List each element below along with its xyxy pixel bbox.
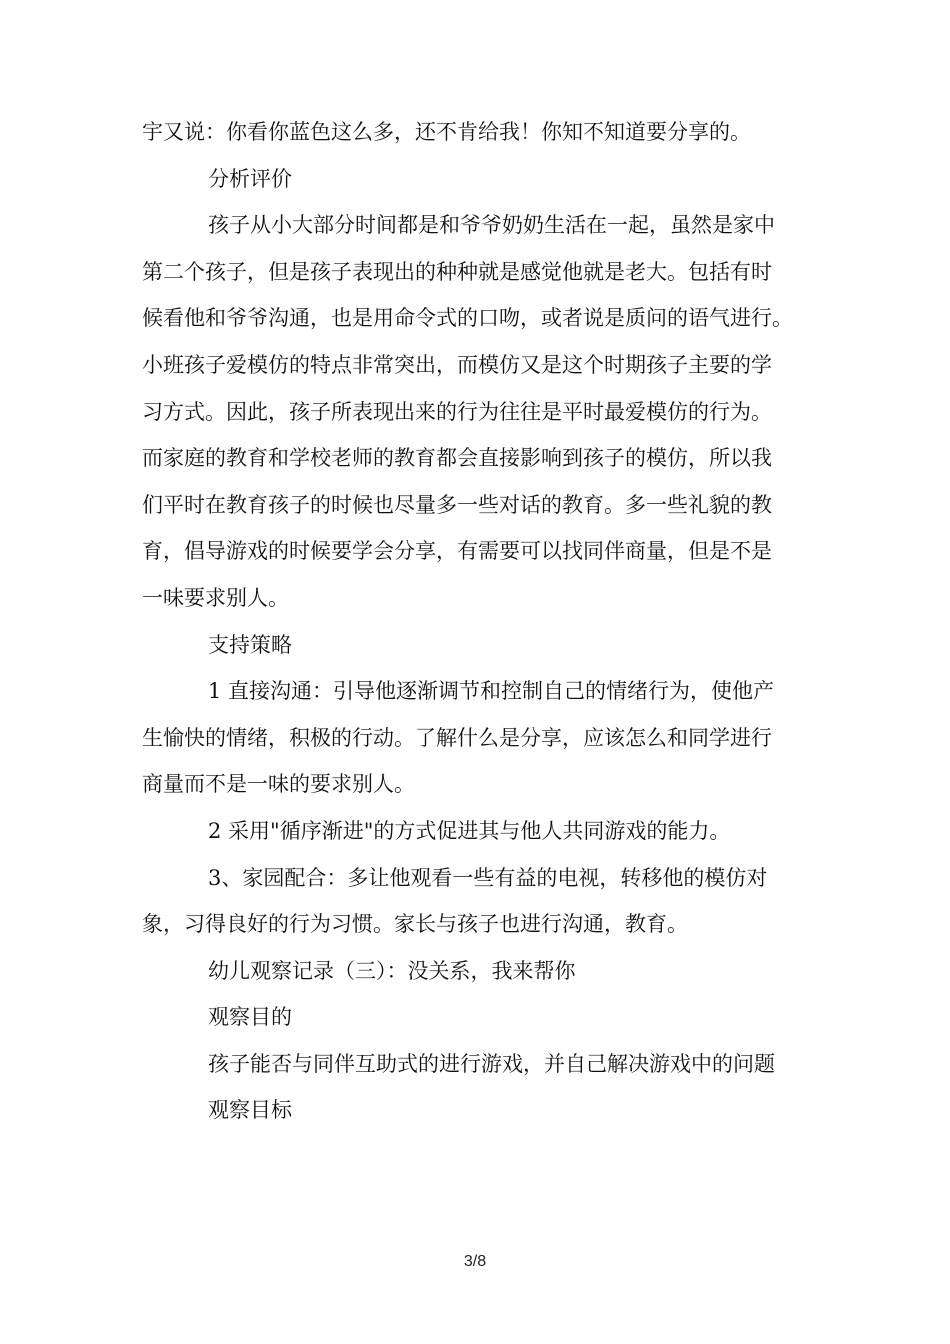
paragraph-line: 育，倡导游戏的时候要学会分享，有需要可以找同伴商量，但是不是 bbox=[142, 539, 772, 564]
section-heading-purpose: 观察目的 bbox=[208, 1005, 292, 1030]
paragraph-line: 3、家园配合：多让他观看一些有益的电视，转移他的模仿对 bbox=[208, 865, 768, 890]
section-heading-support: 支持策略 bbox=[208, 632, 292, 657]
paragraph-line: 一味要求别人。 bbox=[142, 585, 289, 610]
paragraph-line: 孩子从小大部分时间都是和爷爷奶奶生活在一起，虽然是家中 bbox=[208, 213, 775, 238]
paragraph-line: 1 直接沟通：引导他逐渐调节和控制自己的情绪行为，使他产 bbox=[208, 679, 775, 704]
section-heading-goal: 观察目标 bbox=[208, 1098, 292, 1123]
page-number: 3/8 bbox=[463, 1253, 487, 1270]
paragraph-line: 2 采用"循序渐进"的方式促进其与他人共同游戏的能力。 bbox=[208, 818, 731, 843]
paragraph-line: 们平时在教育孩子的时候也尽量多一些对话的教育。多一些礼貌的教 bbox=[142, 492, 772, 517]
paragraph-line: 商量而不是一味的要求别人。 bbox=[142, 772, 415, 797]
paragraph-line: 习方式。因此，孩子所表现出来的行为往往是平时最爱模仿的行为。 bbox=[142, 399, 772, 424]
paragraph-line: 生愉快的情绪，积极的行动。了解什么是分享，应该怎么和同学进行 bbox=[142, 725, 772, 750]
document-body bbox=[142, 120, 842, 1145]
paragraph-line: 小班孩子爱模仿的特点非常突出，而模仿又是这个时期孩子主要的学 bbox=[142, 352, 772, 377]
section-heading-record-three: 幼儿观察记录（三）：没关系，我来帮你 bbox=[208, 958, 576, 983]
paragraph-line: 第二个孩子，但是孩子表现出的种种就是感觉他就是老大。包括有时 bbox=[142, 259, 772, 284]
paragraph-line: 象，习得良好的行为习惯。家长与孩子也进行沟通，教育。 bbox=[142, 912, 688, 937]
paragraph-line: 而家庭的教育和学校老师的教育都会直接影响到孩子的模仿，所以我 bbox=[142, 446, 772, 471]
section-heading-analysis: 分析评价 bbox=[208, 166, 292, 191]
paragraph-line: 候看他和爷爷沟通，也是用命令式的口吻，或者说是质问的语气进行。 bbox=[142, 306, 793, 331]
paragraph-line: 孩子能否与同伴互助式的进行游戏，并自己解决游戏中的问题 bbox=[208, 1051, 775, 1076]
paragraph-line: 宇又说：你看你蓝色这么多，还不肯给我！你知不知道要分享的。 bbox=[142, 120, 751, 144]
